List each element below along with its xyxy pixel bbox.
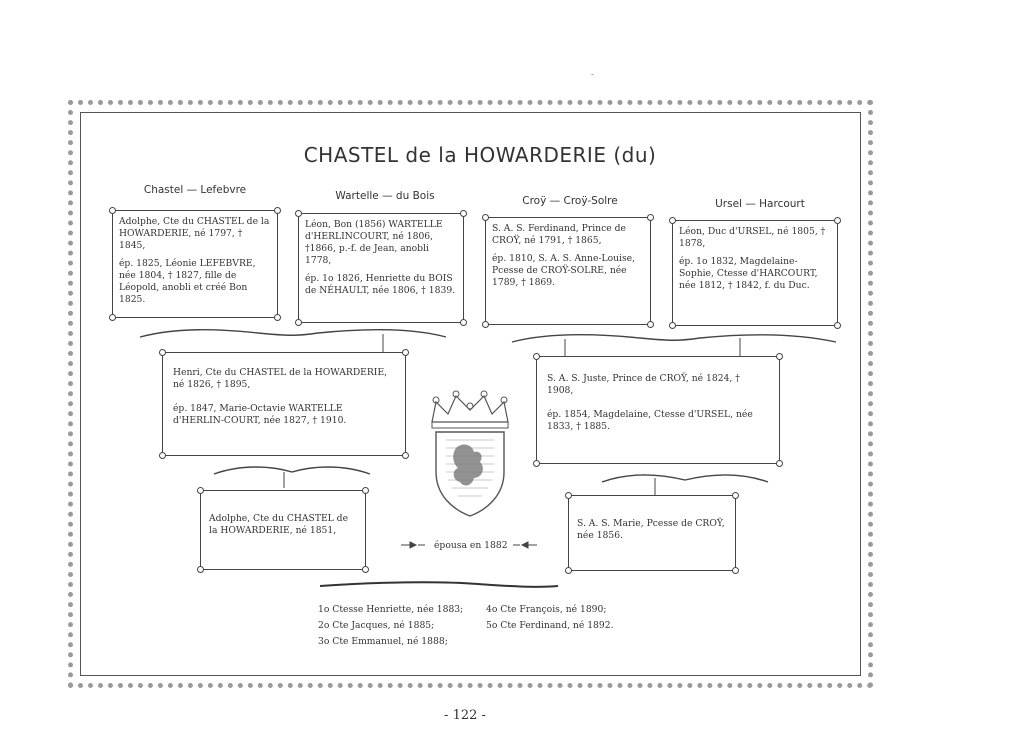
child-entry: 2o Cte Jacques, né 1885; [318, 620, 435, 631]
box-text: Adolphe, Cte du CHASTEL de la HOWARDERIE, né 1797, † 1845, [119, 216, 270, 251]
page-number-dash: - [477, 708, 486, 723]
ornament-right-icon [512, 540, 538, 550]
box-croy-solre [485, 217, 651, 325]
page-number-value: 122 [452, 708, 478, 723]
page-title: CHASTEL de la HOWARDERIE (du) [303, 143, 657, 167]
column-heading-croy: Croÿ — Croÿ-Solre [522, 195, 618, 207]
box-henri [162, 352, 406, 456]
box-text: ép. 1825, Léonie LEFEBVRE, née 1804, † 1827, fille de Léopold, anobli et créé Bon 1825. [119, 258, 256, 305]
child-entry: 4o Cte François, né 1890; [486, 604, 607, 615]
box-adolphe-1851 [200, 490, 366, 570]
box-text: ép. 1o 1832, Magdelaine-Sophie, Ctesse d'HARCOURT, née 1812, † 1842, f. du Duc. [679, 256, 818, 291]
column-heading-chastel: Chastel — Lefebvre [143, 184, 247, 196]
box-text: Adolphe, Cte du CHASTEL de la HOWARDERIE, né 1851, [209, 513, 349, 536]
connector-henri-adolphe [212, 462, 372, 490]
box-juste [536, 356, 780, 464]
married-note: épousa en 1882 [434, 540, 508, 551]
box-text: Léon, Duc d'URSEL, né 1805, † 1878, [679, 226, 826, 249]
stray-mark: - [591, 70, 594, 79]
box-wartelle-dubois [298, 213, 464, 323]
box-text: S. A. S. Ferdinand, Prince de CROŸ, né 1791, † 1865, [492, 223, 626, 246]
box-text: S. A. S. Marie, Pcesse de CROŸ, née 1856. [577, 518, 725, 541]
box-text: ép. 1o 1826, Henriette du BOIS de NÉHAULT, née 1806, † 1839. [305, 273, 456, 296]
connector-juste-marie [600, 470, 770, 498]
box-text: S. A. S. Juste, Prince de CROŸ, né 1824, † 1908, [547, 373, 740, 396]
child-entry: 3o Cte Emmanuel, né 1888; [318, 636, 448, 647]
page-number-dash: - [444, 708, 453, 723]
child-entry: 1o Ctesse Henriette, née 1883; [318, 604, 464, 615]
column-heading-ursel: Ursel — Harcourt [715, 198, 805, 210]
box-text: Henri, Cte du CHASTEL de la HOWARDERIE, né 1826, † 1895, [173, 367, 388, 390]
box-text: Léon, Bon (1856) WARTELLE d'HERLINCOURT, né 1806, †1866, p.-f. de Jean, anobli 1778, [305, 219, 443, 266]
box-ursel-harcourt [672, 220, 838, 326]
children-list-right [486, 602, 636, 634]
page-number [420, 708, 510, 723]
column-heading-wartelle: Wartelle — du Bois [335, 190, 435, 202]
coat-of-arms-icon [422, 388, 518, 520]
child-entry: 5o Cte Ferdinand, né 1892. [486, 620, 614, 631]
separator-swash [318, 580, 560, 592]
box-text: ép. 1847, Marie-Octavie WARTELLE d'HERLIN-COURT, née 1827, † 1910. [173, 403, 347, 426]
box-chastel-lefebvre [112, 210, 278, 318]
ornament-left-icon [400, 540, 426, 550]
box-text: ép. 1854, Magdelaine, Ctesse d'URSEL, née 1833, † 1885. [547, 409, 753, 432]
box-marie-1856 [568, 495, 736, 571]
children-list-left [318, 602, 478, 650]
box-text: ép. 1810, S. A. S. Anne-Louise, Pcesse de CROŸ-SOLRE, née 1789, † 1869. [492, 253, 636, 288]
